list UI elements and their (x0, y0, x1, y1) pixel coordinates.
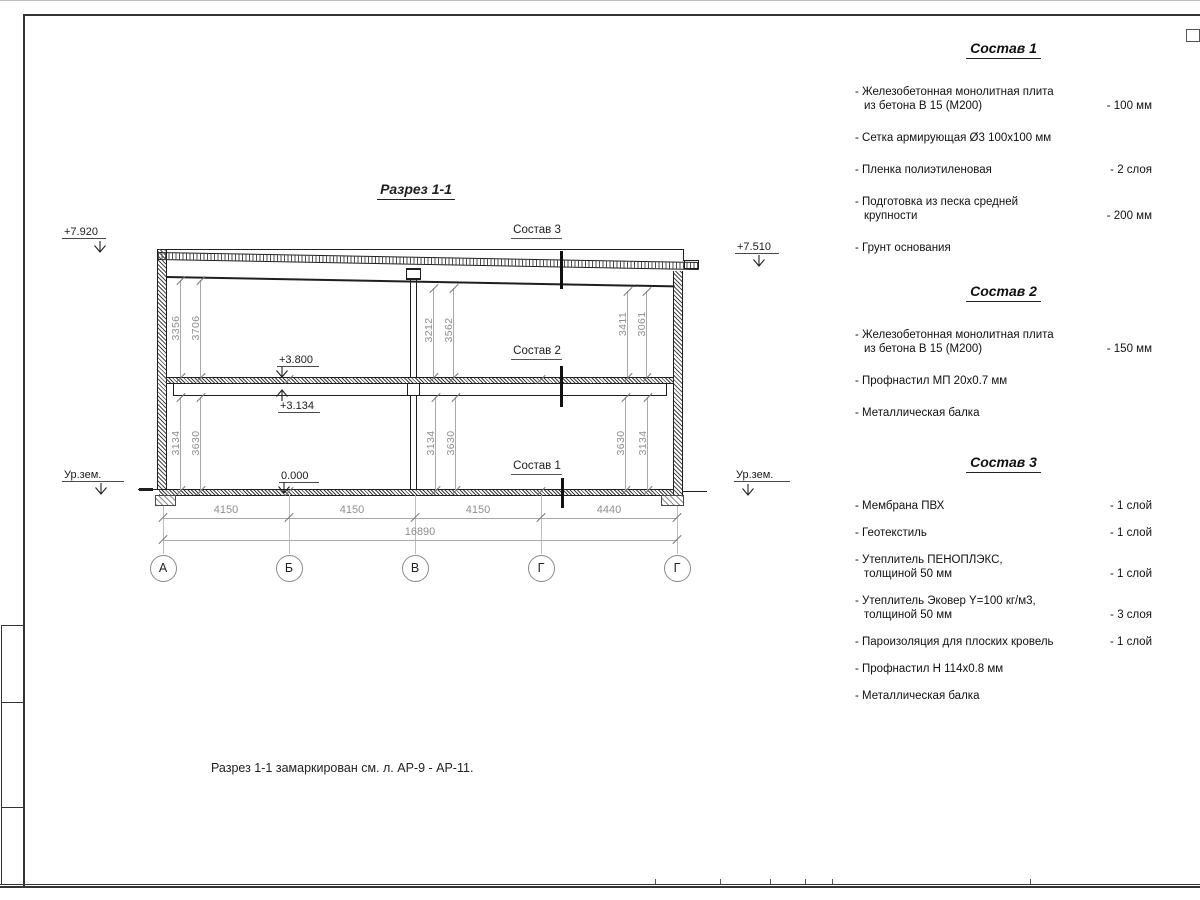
left-wall (157, 249, 167, 490)
composition-item (855, 689, 1152, 703)
composition-item (855, 163, 1152, 177)
composition-item (855, 662, 1152, 676)
item-text: - Подготовка из песка средней (855, 196, 1019, 208)
item-text-line2: толщиной 50 мм (864, 609, 953, 621)
dim-value: 3212 (423, 317, 435, 343)
item-value: - 200 мм (1106, 210, 1152, 222)
axis-bubble-v (402, 555, 429, 582)
item-text: - Железобетонная монолитная плита (855, 329, 1054, 341)
elevation-underline (278, 412, 320, 413)
item-text-line2: из бетона В 15 (М200) (864, 100, 983, 112)
ground-level-label-left: Ур.зем. (64, 469, 102, 481)
level-mark-icon (740, 483, 756, 501)
item-text: - Пленка полиэтиленовая (855, 164, 992, 176)
ground-level-label-right: Ур.зем. (736, 469, 774, 481)
dim-value: 3134 (170, 430, 182, 456)
marker-leader-sostav1 (511, 474, 562, 475)
item-text: - Металлическая балка (855, 690, 980, 702)
elevation-underline (62, 238, 106, 239)
frame-bottom-thick (0, 886, 1200, 888)
frame-left (23, 14, 25, 886)
item-text: - Железобетонная монолитная плита (855, 86, 1054, 98)
item-text: - Пароизоляция для плоских кровель (855, 636, 1054, 648)
dim-value: 3134 (637, 430, 649, 456)
axis-extension (541, 495, 542, 554)
composition-title: Состав 2 (966, 283, 1041, 302)
composition-item (855, 526, 1152, 540)
composition-item (855, 241, 1152, 255)
dim-value: 3562 (443, 317, 455, 343)
item-value: - 1 слой (1109, 527, 1152, 539)
composition-item (855, 406, 1152, 420)
composition-section-2 (855, 283, 1152, 420)
parapet-cap-line (157, 249, 684, 250)
marker-leader-sostav3 (511, 238, 562, 239)
marker-label-sostav2: Состав 2 (513, 345, 561, 357)
axis-letter: Г (673, 561, 681, 575)
composition-title: Состав 3 (966, 454, 1041, 473)
item-text: - Утеплитель Эковер Y=100 кг/м3, (855, 595, 1036, 607)
dim-value: 4150 (465, 504, 491, 516)
floor-beam-stub-right (666, 383, 674, 396)
item-value: - 3 слоя (1110, 609, 1152, 621)
composition-panel (846, 40, 1152, 731)
axis-bubble-g1 (528, 555, 555, 582)
axis-letter: А (158, 561, 168, 575)
column-top-cap (406, 268, 421, 280)
roof-edge-cap (684, 260, 699, 269)
composition-item (855, 635, 1152, 649)
marker-line-sostav1 (561, 478, 564, 508)
item-text-line2: крупности (864, 210, 918, 222)
composition-item (855, 85, 1152, 113)
composition-item (855, 499, 1152, 513)
composition-heading (855, 40, 1152, 59)
elevation-beam: +3.134 (280, 400, 314, 412)
level-mark-icon (93, 482, 109, 500)
dim-value: 3356 (170, 315, 182, 341)
item-text: - Мембрана ПВХ (855, 500, 945, 512)
dim-value: 3630 (445, 430, 457, 456)
item-text-line2: толщиной 50 мм (864, 568, 953, 580)
item-text: - Геотекстиль (855, 527, 927, 539)
dim-value: 4440 (596, 504, 622, 516)
ground-line-right-ext (682, 491, 707, 492)
composition-item (855, 374, 1152, 388)
titleblock-tick (805, 879, 806, 884)
marker-line-sostav3 (560, 251, 563, 289)
titleblock-tick (720, 879, 721, 884)
dim-value: 4150 (339, 504, 365, 516)
frame-bottom-thin (0, 884, 1200, 885)
foundation-left (155, 495, 176, 506)
composition-section-3 (855, 454, 1152, 703)
marker-label-sostav3: Состав 3 (513, 224, 561, 236)
level-mark-icon (92, 240, 108, 258)
marker-label-sostav1: Состав 1 (513, 460, 561, 472)
item-text: - Сетка армирующая Ø3 100х100 мм (855, 132, 1052, 144)
item-text: - Утеплитель ПЕНОПЛЭКС, (855, 554, 1003, 566)
composition-heading (855, 283, 1152, 302)
item-value: - 1 слой (1109, 636, 1152, 648)
floor-beam-bottom-line (173, 395, 667, 396)
column-lower (410, 396, 417, 490)
titleblock-tick (770, 879, 771, 884)
elevation-floor: +3.800 (279, 354, 313, 366)
axis-letter: Г (537, 561, 545, 575)
dim-chain-line (163, 518, 677, 519)
elevation-zero: 0.000 (281, 470, 309, 482)
right-wall (673, 271, 683, 495)
item-text: - Профнастил Н 114х0.8 мм (855, 663, 1004, 675)
foundation-right (661, 495, 684, 506)
marker-leader-sostav2 (511, 359, 562, 360)
axis-extension (163, 506, 164, 554)
ground-slab (159, 489, 674, 496)
item-value: - 2 слоя (1110, 164, 1152, 176)
dim-total-line (163, 540, 677, 541)
item-text: - Грунт основания (855, 242, 951, 254)
axis-bubble-g2 (664, 555, 691, 582)
binding-box-divider (1, 807, 23, 808)
level-mark-icon (274, 365, 290, 383)
axis-bubble-b (276, 555, 303, 582)
axis-extension (415, 495, 416, 554)
item-value: - 100 мм (1106, 100, 1152, 112)
titleblock-tick (655, 879, 656, 884)
elevation-top-right: +7.510 (737, 241, 771, 253)
frame-top (23, 14, 1200, 16)
ground-line-left-tick (139, 488, 153, 491)
dim-value: 3630 (190, 430, 202, 456)
level-mark-icon (751, 254, 767, 272)
axis-extension (289, 495, 290, 554)
binding-box-divider (1, 702, 23, 703)
drawing-title-text: Разрез 1-1 (377, 181, 455, 200)
column-upper (410, 280, 417, 377)
axis-bubble-a (150, 555, 177, 582)
composition-item (855, 594, 1152, 622)
composition-item (855, 131, 1152, 145)
composition-item (855, 328, 1152, 356)
axis-letter: В (410, 561, 420, 575)
composition-section-1 (855, 40, 1152, 255)
sheet-note: Разрез 1-1 замаркирован см. л. АР-9 - АР-11. (211, 761, 474, 775)
elevation-top-left: +7.920 (64, 226, 98, 238)
dim-value: 3411 (617, 311, 629, 337)
drawing-title (355, 181, 477, 200)
dim-total-value: 16890 (404, 526, 436, 538)
floor-slab (166, 377, 674, 384)
item-value: - 1 слой (1109, 500, 1152, 512)
dim-value: 3630 (615, 430, 627, 456)
composition-heading (855, 454, 1152, 473)
item-text: - Профнастил МП 20х0.7 мм (855, 375, 1008, 387)
item-value: - 1 слой (1109, 568, 1152, 580)
binding-edge-line (1, 625, 2, 885)
item-value: - 150 мм (1106, 343, 1152, 355)
dim-value: 3061 (636, 311, 648, 337)
composition-item (855, 553, 1152, 581)
roof-slab (158, 252, 699, 270)
titleblock-tick (1030, 879, 1031, 884)
axis-letter: Б (284, 561, 294, 575)
sheet-top-edge (0, 0, 1200, 1)
elevation-underline (734, 481, 790, 482)
binding-box-divider (1, 625, 23, 626)
composition-item (855, 195, 1152, 223)
composition-title: Состав 1 (966, 40, 1041, 59)
item-text-line2: из бетона В 15 (М200) (864, 343, 983, 355)
revision-box (1186, 29, 1200, 42)
level-mark-icon (276, 481, 292, 499)
dim-value: 3134 (425, 430, 437, 456)
dim-value: 4150 (213, 504, 239, 516)
titleblock-tick (832, 879, 833, 884)
item-text: - Металлическая балка (855, 407, 980, 419)
dim-value: 3706 (190, 315, 202, 341)
axis-extension (677, 506, 678, 554)
marker-line-sostav2 (560, 366, 563, 407)
